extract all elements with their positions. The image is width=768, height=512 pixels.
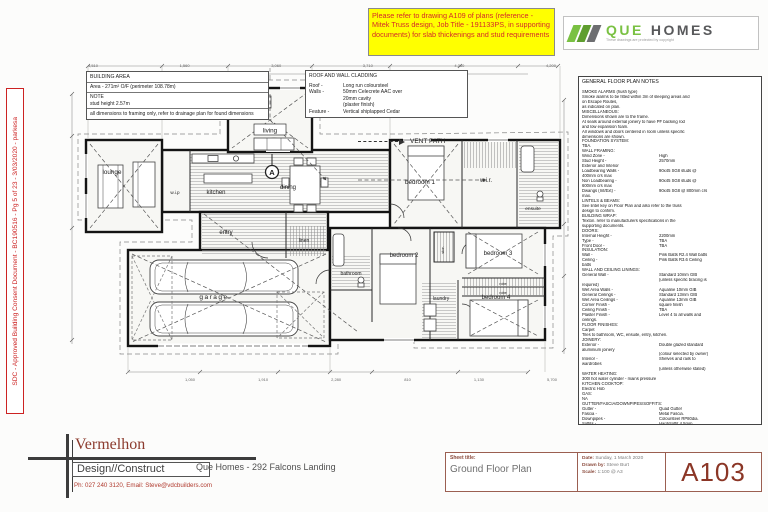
vent-path-legend (358, 138, 445, 145)
que-homes-logo-icon (570, 25, 600, 42)
logo-tagline: These drawings are protected by copyright (606, 38, 674, 43)
sheet-title: Ground Floor Plan (450, 464, 532, 475)
consent-stamp (6, 88, 24, 414)
scale-label: Scale: (582, 470, 597, 476)
svg-text:A: A (269, 167, 275, 177)
cladding-title: ROOF AND WALL CLADDING (309, 73, 377, 79)
notes-title: GENERAL FLOOR PLAN NOTES (582, 79, 659, 85)
logo-text-que: QUE (606, 22, 644, 39)
room-label-bed1: bedroom 1 (404, 179, 436, 186)
sheet-title-label: Sheet title: (450, 455, 476, 461)
company-division: Design//Construct (72, 462, 210, 477)
building-note-label: NOTE (90, 94, 104, 101)
vent-dash-line (358, 141, 398, 142)
title-block (445, 452, 762, 492)
room-label-wir: w.i.r. (479, 178, 493, 184)
cladding-rows: Roof - Long run coloursteel Walls - 50mm Celecrete AAC over 20mm cavity (plaster finish) Feature - Vertical shiplapped Cedar (309, 82, 403, 115)
building-dims-note: all dimensions to framing only, refer to drainage plan for found dimensions (90, 110, 254, 117)
company-name: Vermelhon (75, 436, 146, 453)
garage-door (158, 344, 308, 349)
room-label-stor: stor. (440, 246, 445, 254)
building-area-box (86, 71, 269, 120)
room-label-robe: robe (499, 282, 507, 286)
logo-vertical-rule (66, 434, 69, 498)
room-label-entry: entry (219, 230, 233, 236)
building-area-value: Area - 271m² O/F (perimeter 108.78m) (87, 83, 268, 93)
building-note-line: stud height 2.57m (90, 100, 130, 107)
room-label-living: living (262, 127, 278, 135)
scale-value: 1:100 @ A3 (597, 470, 623, 476)
drawn-by-label: Drawn by: (582, 463, 606, 469)
room-label-laundry: laundry (432, 296, 450, 302)
room-label-linen: linen (298, 238, 310, 244)
room-label-bathroom: bathroom (340, 271, 362, 277)
room-label-kitchen: kitchen (206, 190, 226, 196)
building-area-title: BUILDING AREA (87, 72, 268, 83)
company-contact: Ph: 027 240 3120, Email: Steve@vdcbuilders.com (74, 482, 213, 489)
consent-stamp-text: SDC - Approved Building Consent Document - BC190516 - Pg 5 of 23 - 3/03/2020 - parkesa (11, 116, 19, 386)
dimensions-bottom: 1,050 1,910 2,280 810 1,130 5,700 (185, 377, 557, 382)
vent-path-label: VENT PATH (410, 138, 446, 145)
que-homes-logo (563, 16, 759, 50)
room-label-dining: dining (279, 185, 297, 191)
logo-text-homes: HOMES (650, 22, 715, 39)
date-label: Date: (582, 456, 594, 461)
room-label-bed2: bedroom 2 (389, 253, 419, 259)
room-label-robe: robe (499, 291, 507, 295)
room-label-ensuite: ensuite (525, 207, 541, 212)
room-label-garage: garage (199, 294, 229, 301)
room-label-bed4: bedroom 4 (481, 295, 511, 301)
cladding-box (305, 70, 468, 118)
logo-horizontal-rule (28, 457, 256, 460)
room-label-lounge: lounge (102, 169, 122, 176)
room-label-wip: w.i.p (170, 190, 180, 195)
vent-arrow-icon (399, 139, 405, 145)
general-notes-panel (578, 76, 762, 425)
highlighted-note: Please refer to drawing A109 of plans (reference - Mitek Truss design, Job Title - 191133PS, in supporting documents) for slab thickenings and stud requirements (368, 8, 555, 56)
notes-lines: SMOKE ALARMS (hush type) Smoke alarms to be fitted within 3m of sleeping areas and on Escape Routes, as indicated on plan. MISCELLANEOUS: Dimensions shown are to the frame. At seals around external joinery to have PF backing rod and low expansion foam. All windows and doors centered in room unless specific dimensions are shown. FOUNDATION SYSTEM: TBA. WALL FRAMING: Wind Zone - High Stud Height - 2570mm Exterior and Interior Loadbearing Walls - 90x45 SG8 studs @ 400mm crs max Non Loadbearing - 90x45 SG8 studs @ 600mm crs max Dwangs (Int/Ext) - 90x45 SG8 @ 800mm crs max. LINTELS & BEAMS: See lintel key on Floor Plan and also refer to the truss design to confirm. BUILDING WRAP: Texton. refer to manufacturers specifications in the supporting documents. DOORS: Internal Height - 2200mm Type - TBA Front Door - TBA INSULATION: Wall - Pink Batts R2.4 Wall batts Ceiling - Pink Batts R3.6 Ceiling batts WALL AND CEILING LININGS: General Wall - Standard 10mm GIB (unless specific bracing is required) Wet Area Walls - Aqualine 10mm GIB General Ceilings - Standard 13mm GIB Wet Area Ceilings - Aqualine 13mm GIB Corner Finish - square finish Ceiling Finish - TBA Plaster Finish - Level 4 to all walls and ceilings. FLOOR FINISHES: Carpet Tiles to bathroom, WC, ensuite, entry, kitchen. JOINERY: Exterior - Double glazed standard aluminium joinery (colour selected by owner) Interior - Shelves and rails to wardrobes (unless otherwise stated) WATER HEATING: 300l hot water cylinder - mains pressure KITCHEN COOKTOP: Electric Hob GAS: NA GUTTER/FASCIA/DOWNPIPES/SOFFITS: Gutter - Quad Gutter Fascia - Metal Fascia. Downpipes - Coloursteel RP80dia. Soffits - HardiSoffit 4.5mm (582, 89, 709, 425)
drawn-by-value: Steve Burt (606, 463, 629, 469)
date-value: Sunday, 1 March 2020 (595, 456, 644, 461)
project-name: Que Homes - 292 Falcons Landing (196, 462, 336, 472)
sheet-number: A103 (681, 456, 746, 487)
room-label-bed3: bedroom 3 (483, 251, 513, 257)
dimensions-top: 4,510 1,560 3,060 3,710 4,360 4,200 (88, 63, 556, 68)
